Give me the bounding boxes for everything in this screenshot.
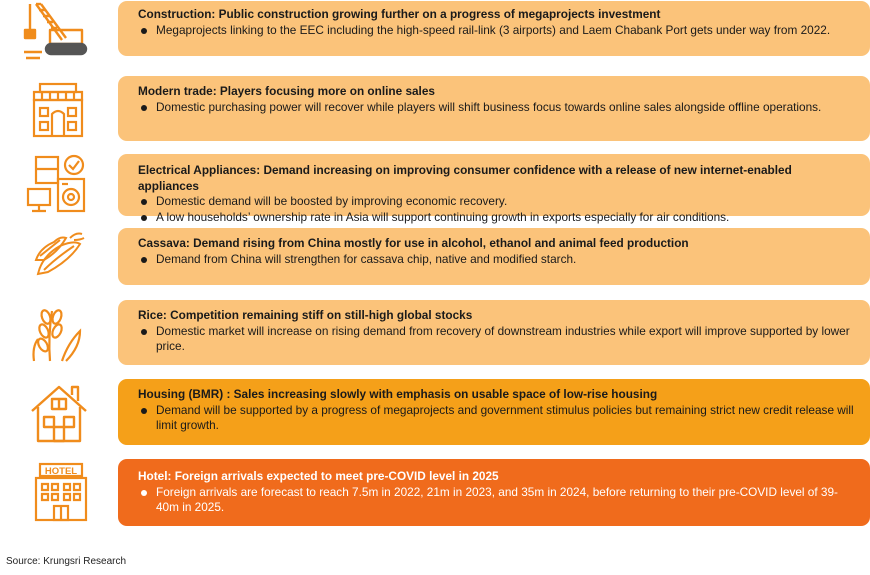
sector-card-rice	[118, 300, 870, 365]
sector-bullet: Megaprojects linking to the EEC including the high-speed rail-link (3 airports) and Laem Chabank Port gets under way from 2022.	[156, 23, 856, 39]
house-icon	[28, 383, 90, 445]
sector-title: Modern trade: Players focusing more on online sales	[138, 84, 435, 98]
sector-bullet: Foreign arrivals are forecast to reach 7.5m in 2022, 21m in 2023, and 35m in 2024, before returning to their pre-COVID level of 39-40m in 2025.	[156, 485, 856, 516]
sector-title: Rice: Competition remaining stiff on still-high global stocks	[138, 308, 473, 322]
sector-card-hotel	[118, 459, 870, 526]
svg-text:HOTEL: HOTEL	[44, 466, 78, 477]
source-note: Source: Krungsri Research	[6, 556, 127, 567]
sector-bullet: Domestic purchasing power will recover while players will shift business focus towards online sales alongside offline operations.	[156, 100, 856, 116]
sector-title: Electrical Appliances: Demand increasing on improving consumer confidence with a release of new internet-enabled appliances	[138, 163, 792, 193]
hotel-icon	[32, 462, 90, 522]
sector-bullet: Domestic market will increase on rising demand from recovery of downstream industries while export will improve supported by lower price.	[156, 324, 856, 355]
sector-card-housing	[118, 379, 870, 445]
sector-card-construction	[118, 1, 870, 56]
sector-card-cassava	[118, 228, 870, 285]
appliances-icon	[26, 153, 88, 215]
sector-title: Construction: Public construction growing further on a progress of megaprojects investment	[138, 7, 661, 21]
sector-bullet: Demand will be supported by a progress of megaprojects and government stimulus policies but remaining strict new credit release will limit growth.	[156, 403, 856, 434]
sector-title: Cassava: Demand rising from China mostly for use in alcohol, ethanol and animal feed production	[138, 236, 689, 250]
sector-title: Housing (BMR) : Sales increasing slowly with emphasis on usable space of low-rise housing	[138, 387, 658, 401]
storefront-icon	[26, 80, 90, 140]
cassava-icon	[30, 230, 86, 280]
sector-bullet: Domestic demand will be boosted by improving economic recovery.	[156, 194, 856, 210]
sector-card-electrical-appliances	[118, 154, 870, 224]
sector-bullet: Demand from China will strengthen for cassava chip, native and modified starch.	[156, 252, 856, 268]
sector-title: Hotel: Foreign arrivals expected to meet pre-COVID level in 2025	[138, 469, 499, 483]
sector-card-modern-trade	[118, 76, 870, 141]
rice-icon	[28, 303, 86, 365]
crane-icon	[22, 0, 94, 64]
sector-bullet: A low households’ ownership rate in Asia will support continuing growth in exports especially for air conditions.	[156, 210, 856, 226]
